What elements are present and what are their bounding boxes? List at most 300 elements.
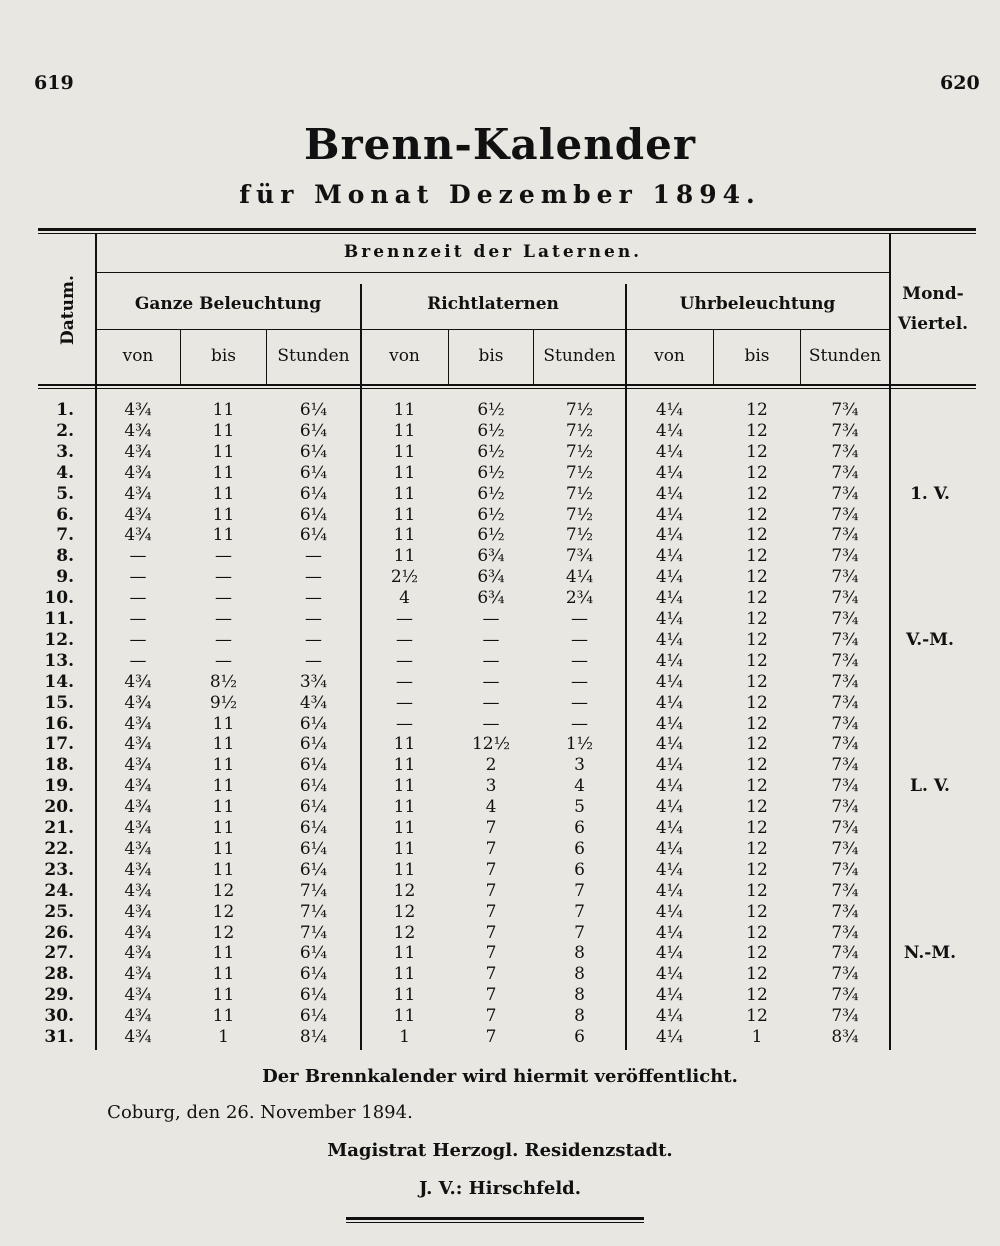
uhr-stunden-cell: 7¾ [831,943,859,964]
richt-stunden-cell: — [571,692,588,713]
header-bottom-rule [38,384,976,386]
richt-von-cell: — [396,629,413,650]
ganze-bis-cell: 11 [212,483,235,504]
ganze-von-cell: — [129,609,147,629]
uhr-bis-cell: 12 [746,671,768,692]
uhr-von-cell: 4¼ [655,692,684,713]
ganze-von-cell: 4¾ [124,943,152,964]
ganze-stunden-cell: 6¼ [299,734,328,755]
uhr-stunden-cell: 7¾ [831,546,859,567]
richt-von-cell: 11 [393,546,416,567]
date-cell: 29. [44,985,74,1006]
uhr-stunden-cell: 7¾ [831,525,859,546]
uhr-bis-cell: 12 [746,609,768,629]
richt-stunden-cell: — [571,671,588,692]
rule-under-main-header [96,272,890,273]
richt-von-cell: 11 [393,483,416,504]
uhr-bis-cell: 12 [746,462,768,483]
richt-bis-cell: 7 [485,901,497,922]
uhr-stunden-cell: 7¾ [831,692,859,713]
uhr-stunden-cell: 7¾ [831,504,859,525]
richt-bis-cell: — [482,650,500,671]
richt-stunden-cell: 5 [574,797,585,818]
uhr-von-cell: 4¼ [655,1006,684,1027]
ganze-von-cell: — [129,567,147,588]
uhr-von-cell: 4¼ [655,441,684,462]
ganze-bis-cell: 9½ [209,692,238,713]
richt-stunden-cell: 7½ [565,504,594,525]
subheader-bis: bis [744,346,770,366]
uhr-bis-cell: 12 [746,901,768,922]
uhr-bis-cell: 12 [746,922,768,943]
main-header: Brennzeit der Laternen. [343,242,643,262]
uhr-bis-cell: 12 [746,776,768,797]
rule-under-groups [96,329,890,330]
uhr-stunden-cell: 7¾ [831,567,859,588]
closing-rule [346,1217,644,1220]
richt-von-cell: 11 [393,504,416,525]
ganze-bis-cell: — [215,629,232,650]
ganze-von-cell: — [129,650,147,671]
group-richtlaternen: Richtlaternen [427,294,559,314]
table-top-rule [38,228,976,231]
richt-stunden-cell: 6 [574,1027,585,1047]
richt-bis-cell: 6½ [477,525,505,546]
uhr-bis-cell: 12 [746,859,768,880]
ganze-stunden-cell: — [305,546,322,567]
richt-bis-cell: — [482,609,500,629]
richt-stunden-cell: — [571,609,588,629]
ganze-von-cell: 4¾ [124,985,152,1006]
uhr-stunden-cell: 7¾ [831,400,859,420]
richt-von-cell: — [396,713,413,734]
richt-stunden-cell: 4 [574,776,585,797]
richt-bis-cell: 7 [485,985,497,1006]
richt-stunden-cell: 7 [574,880,585,901]
uhr-von-cell: 4¼ [655,818,684,838]
uhr-bis-cell: 12 [746,588,768,609]
ganze-stunden-cell: 6¼ [299,525,328,546]
uhr-stunden-cell: 7¾ [831,441,859,462]
richt-bis-cell: 6½ [477,483,505,504]
ganze-bis-cell: 11 [212,818,235,838]
ganze-bis-cell: 11 [212,713,235,734]
richt-von-cell: 2½ [390,567,419,588]
date-cell: 28. [44,964,74,985]
richt-von-cell: 11 [393,525,416,546]
uhr-stunden-cell: 8¾ [831,1027,859,1047]
date-cell: 19. [44,776,74,797]
document-subtitle: für Monat Dezember 1894. [239,180,761,209]
ganze-stunden-cell: — [305,567,322,588]
uhr-stunden-cell: 7¾ [831,671,859,692]
uhr-bis-cell: 12 [746,734,768,755]
richt-stunden-cell: 7½ [565,462,594,483]
uhr-stunden-cell: 7¾ [831,922,859,943]
richt-stunden-cell: 4¼ [565,567,594,588]
uhr-von-cell: 4¼ [655,1027,684,1047]
uhr-stunden-cell: 7¾ [831,650,859,671]
richt-stunden-cell: — [571,629,588,650]
ganze-stunden-cell: 6¼ [299,483,328,504]
ganze-bis-cell: 11 [212,943,235,964]
uhr-bis-cell: 12 [746,629,768,650]
ganze-von-cell: 4¾ [124,400,152,420]
moon-header-line2: Viertel. [897,314,969,334]
uhr-von-cell: 4¼ [655,776,684,797]
subheader-stunden: Stunden [277,346,350,366]
uhr-stunden-cell: 7¾ [831,901,859,922]
date-cell: 22. [44,838,74,859]
richt-bis-cell: 3 [485,776,497,797]
richt-stunden-cell: 7½ [565,525,594,546]
date-cell: 21. [44,818,74,838]
richt-bis-cell: 7 [485,1006,497,1027]
richt-von-cell: 11 [393,755,416,776]
place-and-date: Coburg, den 26. November 1894. [107,1102,413,1123]
ganze-bis-cell: 11 [212,964,235,985]
richt-von-cell: 11 [393,734,416,755]
ganze-bis-cell: 8½ [209,671,238,692]
ganze-stunden-cell: — [305,650,322,671]
uhr-von-cell: 4¼ [655,483,684,504]
date-cell: 24. [44,880,74,901]
burning-calendar-table [38,228,976,1050]
signature: J. V.: Hirschfeld. [418,1178,582,1199]
richt-stunden-cell: 7½ [565,483,594,504]
uhr-von-cell: 4¼ [655,546,684,567]
date-cell: 23. [44,859,74,880]
ganze-von-cell: — [129,629,147,650]
uhr-von-cell: 4¼ [655,734,684,755]
richt-stunden-cell: 8 [574,985,585,1006]
uhr-von-cell: 4¼ [655,797,684,818]
ganze-stunden-cell: 6¼ [299,713,328,734]
richt-bis-cell: 6½ [477,504,505,525]
richt-stunden-cell: 7 [574,901,585,922]
ganze-von-cell: 4¾ [124,922,152,943]
uhr-von-cell: 4¼ [655,901,684,922]
uhr-bis-cell: 12 [746,483,768,504]
date-cell: 4. [56,462,74,483]
uhr-bis-cell: 12 [746,880,768,901]
ganze-von-cell: 4¾ [124,692,152,713]
ganze-bis-cell: — [215,546,232,567]
ganze-bis-cell: 12 [212,922,235,943]
richt-bis-cell: 7 [485,922,497,943]
date-cell: 3. [56,441,74,462]
ganze-stunden-cell: 6¼ [299,964,328,985]
richt-bis-cell: 2 [485,755,497,776]
uhr-bis-cell: 12 [746,400,768,420]
uhr-bis-cell: 12 [746,441,768,462]
uhr-bis-cell: 12 [746,650,768,671]
moon-phase-label: 1. V. [910,483,950,504]
uhr-bis-cell: 12 [746,818,768,838]
richt-bis-cell: — [482,692,500,713]
ganze-von-cell: 4¾ [124,420,152,441]
richt-von-cell: — [396,692,413,713]
uhr-stunden-cell: 7¾ [831,776,859,797]
date-cell: 31. [44,1027,74,1047]
uhr-von-cell: 4¼ [655,420,684,441]
uhr-stunden-cell: 7¾ [831,880,859,901]
richt-stunden-cell: — [571,650,588,671]
date-cell: 25. [44,901,74,922]
uhr-stunden-cell: 7¾ [831,629,859,650]
richt-stunden-cell: 6 [574,838,585,859]
date-cell: 14. [44,671,74,692]
uhr-bis-cell: 12 [746,755,768,776]
ganze-bis-cell: — [215,650,232,671]
uhr-bis-cell: 12 [746,797,768,818]
richt-von-cell: — [396,650,413,671]
document-title: Brenn-Kalender [304,120,696,169]
richt-von-cell: 11 [393,838,416,859]
date-cell: 10. [44,588,74,609]
ganze-von-cell: 4¾ [124,734,152,755]
ganze-von-cell: — [129,588,147,609]
richt-von-cell: 11 [393,818,416,838]
richt-bis-cell: — [482,713,500,734]
uhr-von-cell: 4¼ [655,504,684,525]
uhr-von-cell: 4¼ [655,755,684,776]
ganze-stunden-cell: 6¼ [299,462,328,483]
page-number-left: 619 [34,72,74,94]
date-cell: 5. [56,483,74,504]
richt-stunden-cell: 7 [574,922,585,943]
richt-von-cell: 11 [393,1006,416,1027]
ganze-bis-cell: 11 [212,734,235,755]
richt-bis-cell: 6¾ [477,588,505,609]
ganze-bis-cell: 11 [212,776,235,797]
richt-stunden-cell: 7¾ [565,546,594,567]
date-cell: 7. [56,525,74,546]
ganze-von-cell: 4¾ [124,755,152,776]
ganze-von-cell: 4¾ [124,441,152,462]
uhr-von-cell: 4¼ [655,880,684,901]
uhr-bis-cell: 1 [751,1027,763,1047]
uhr-von-cell: 4¼ [655,525,684,546]
ganze-bis-cell: 12 [212,880,235,901]
ganze-bis-cell: 11 [212,462,235,483]
ganze-von-cell: 4¾ [124,776,152,797]
ganze-stunden-cell: 6¼ [299,838,328,859]
uhr-stunden-cell: 7¾ [831,755,859,776]
subheader-von: von [122,346,154,366]
ganze-stunden-cell: — [305,609,322,629]
uhr-bis-cell: 12 [746,692,768,713]
ganze-bis-cell: 11 [212,797,235,818]
ganze-stunden-cell: 7¼ [299,880,328,901]
uhr-von-cell: 4¼ [655,922,684,943]
richt-von-cell: 12 [393,901,416,922]
ganze-von-cell: — [129,546,147,567]
richt-von-cell: 11 [393,797,416,818]
richt-stunden-cell: 1½ [565,734,594,755]
subheader-von: von [654,346,685,366]
ganze-stunden-cell: 6¼ [299,797,328,818]
uhr-bis-cell: 12 [746,964,768,985]
richt-von-cell: 1 [399,1027,410,1047]
richt-bis-cell: 6½ [477,462,505,483]
richt-stunden-cell: 3 [574,755,585,776]
uhr-stunden-cell: 7¾ [831,838,859,859]
ganze-von-cell: 4¾ [124,1027,152,1047]
uhr-stunden-cell: 7¾ [831,985,859,1006]
uhr-stunden-cell: 7¾ [831,462,859,483]
date-cell: 6. [56,504,74,525]
ganze-von-cell: 4¾ [124,483,152,504]
ganze-von-cell: 4¾ [124,713,152,734]
richt-bis-cell: 6¾ [477,567,505,588]
uhr-von-cell: 4¼ [655,567,684,588]
date-cell: 17. [44,734,74,755]
uhr-von-cell: 4¼ [655,838,684,859]
richt-bis-cell: 7 [485,1027,497,1047]
ganze-bis-cell: 11 [212,838,235,859]
uhr-stunden-cell: 7¾ [831,797,859,818]
richt-von-cell: — [396,609,413,629]
date-cell: 8. [56,546,74,567]
ganze-von-cell: 4¾ [124,1006,152,1027]
date-cell: 15. [44,692,74,713]
uhr-bis-cell: 12 [746,525,768,546]
uhr-von-cell: 4¼ [655,943,684,964]
uhr-bis-cell: 12 [746,546,768,567]
ganze-stunden-cell: 6¼ [299,818,328,838]
publication-notice: Der Brennkalender wird hiermit veröffentlicht. [262,1066,738,1087]
ganze-bis-cell: 11 [212,441,235,462]
datum-header: Datum. [58,275,78,345]
ganze-bis-cell: 11 [212,504,235,525]
subheader-bis: bis [210,346,237,366]
richt-von-cell: — [396,671,413,692]
richt-stunden-cell: 2¾ [565,588,594,609]
ganze-bis-cell: 11 [212,420,235,441]
ganze-bis-cell: — [215,567,232,588]
richt-bis-cell: 7 [485,964,497,985]
uhr-stunden-cell: 7¾ [831,818,859,838]
uhr-von-cell: 4¼ [655,462,684,483]
richt-stunden-cell: 7½ [565,441,594,462]
header-bottom-rule-thin [38,388,976,389]
uhr-bis-cell: 12 [746,943,768,964]
ganze-von-cell: 4¾ [124,797,152,818]
uhr-von-cell: 4¼ [655,671,684,692]
date-cell: 1. [56,400,74,420]
richt-bis-cell: 6½ [477,420,505,441]
ganze-stunden-cell: 3¾ [299,671,328,692]
richt-bis-cell: 7 [485,880,497,901]
uhr-stunden-cell: 7¾ [831,964,859,985]
richt-bis-cell: 12½ [471,734,511,755]
ganze-von-cell: 4¾ [124,838,152,859]
ganze-stunden-cell: — [305,629,322,650]
date-cell: 9. [56,567,74,588]
ganze-bis-cell: 11 [212,755,235,776]
group-ganze-beleuchtung: Ganze Beleuchtung [134,294,322,314]
uhr-bis-cell: 12 [746,420,768,441]
date-cell: 2. [56,420,74,441]
ganze-von-cell: 4¾ [124,859,152,880]
richt-bis-cell: 6¾ [477,546,505,567]
richt-bis-cell: 4 [485,797,497,818]
uhr-von-cell: 4¼ [655,713,684,734]
uhr-bis-cell: 12 [746,504,768,525]
ganze-bis-cell: 11 [212,985,235,1006]
issuing-authority: Magistrat Herzogl. Residenzstadt. [327,1140,673,1161]
richt-stunden-cell: 8 [574,964,585,985]
richt-bis-cell: 6½ [477,400,505,420]
uhr-von-cell: 4¼ [655,588,684,609]
uhr-von-cell: 4¼ [655,985,684,1006]
richt-von-cell: 11 [393,859,416,880]
ganze-stunden-cell: 6¼ [299,441,328,462]
ganze-stunden-cell: 6¼ [299,420,328,441]
ganze-bis-cell: 12 [212,901,235,922]
ganze-von-cell: 4¾ [124,671,152,692]
moon-phase-label: V.-M. [906,629,954,650]
richt-von-cell: 11 [393,985,416,1006]
richt-stunden-cell: 7½ [565,420,594,441]
uhr-von-cell: 4¼ [655,964,684,985]
richt-von-cell: 11 [393,943,416,964]
uhr-von-cell: 4¼ [655,609,684,629]
ganze-von-cell: 4¾ [124,818,152,838]
ganze-bis-cell: 11 [212,1006,235,1027]
ganze-stunden-cell: 8¼ [299,1027,328,1047]
subheader-bis: bis [478,346,504,366]
ganze-bis-cell: 11 [212,525,235,546]
richt-stunden-cell: 6 [574,859,585,880]
closing-rule-thin [346,1222,644,1223]
richt-bis-cell: 6½ [477,441,505,462]
ganze-stunden-cell: 6¼ [299,400,328,420]
richt-bis-cell: 7 [485,818,497,838]
uhr-bis-cell: 12 [746,838,768,859]
ganze-stunden-cell: 6¼ [299,859,328,880]
richt-von-cell: 11 [393,400,416,420]
ganze-bis-cell: 11 [212,400,235,420]
richt-bis-cell: — [482,629,500,650]
uhr-bis-cell: 12 [746,1006,768,1027]
date-cell: 11. [44,609,74,629]
ganze-stunden-cell: — [305,588,322,609]
richt-von-cell: 12 [393,880,416,901]
uhr-von-cell: 4¼ [655,859,684,880]
moon-phase-label: L. V. [910,776,950,797]
richt-stunden-cell: 8 [574,943,585,964]
ganze-stunden-cell: 6¼ [299,504,328,525]
ganze-von-cell: 4¾ [124,504,152,525]
ganze-bis-cell: — [215,588,232,609]
richt-von-cell: 12 [393,922,416,943]
richt-von-cell: 11 [393,462,416,483]
richt-bis-cell: — [482,671,500,692]
ganze-von-cell: 4¾ [124,901,152,922]
richt-stunden-cell: 6 [574,818,585,838]
page-number-right: 620 [940,72,980,94]
ganze-von-cell: 4¾ [124,964,152,985]
ganze-stunden-cell: 6¼ [299,1006,328,1027]
uhr-stunden-cell: 7¾ [831,588,859,609]
richt-bis-cell: 7 [485,838,497,859]
richt-von-cell: 4 [399,588,410,609]
uhr-von-cell: 4¼ [655,629,684,650]
date-cell: 30. [44,1006,74,1027]
table-top-rule-thin [38,233,976,234]
